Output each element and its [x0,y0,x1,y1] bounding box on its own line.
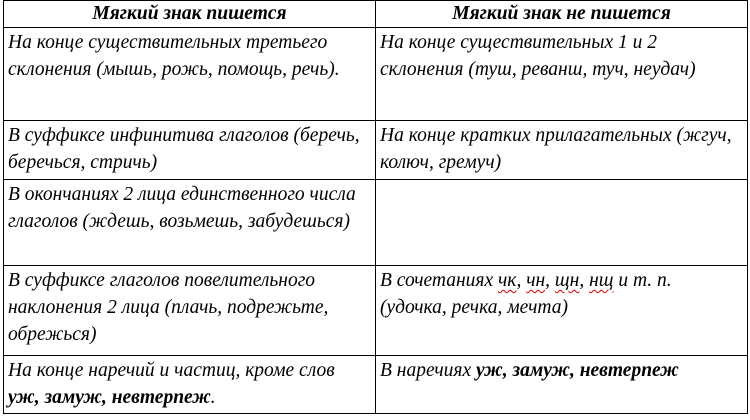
table-row [4,266,748,356]
header-writes: Мягкий знак пишется [4,1,376,28]
cell-text-prefix: В наречиях [380,360,477,381]
separator: , [579,270,590,291]
cell-left [4,356,376,414]
bold-adverbs: уж, замуж, невтерпеж [476,360,679,381]
cell-left: На конце существительных третьего склонения (мышь, рожь, помощь, речь). [4,28,376,121]
table-row [4,356,748,414]
spellcheck-word: щн [554,270,580,291]
table-header-row [4,1,748,28]
cell-text-prefix: В сочетаниях [380,270,498,291]
separator: , [516,270,527,291]
table-row [4,121,748,180]
bold-exceptions: уж, замуж, невтерпеж [8,387,211,408]
cell-right: На конце кратких прилагательных (жгуч, колюч, гремуч) [376,121,748,180]
cell-text-suffix: . [210,387,216,408]
spellcheck-word: нщ [589,270,614,291]
table-row [4,28,748,121]
spellcheck-word: чн [526,270,546,291]
soft-sign-rules-table [3,0,748,414]
separator: , [545,270,555,291]
table-row [4,180,748,266]
cell-left: В суффиксе глаголов повелительного наклонения 2 лица (плачь, подрежьте, обрежься) [4,266,376,356]
cell-text-prefix: На конце наречий и частиц, кроме слов [8,360,335,381]
cell-left: В окончаниях 2 лица единственного числа глаголов (ждешь, возьмешь, забудешься) [4,180,376,266]
cell-right [376,356,748,414]
cell-right-empty [376,180,748,266]
cell-right: На конце существительных 1 и 2 склонения (туш, реванш, туч, неудач) [376,28,748,121]
spellcheck-word: чк [498,270,517,291]
cell-right [376,266,748,356]
cell-text-suffix: и т. п. (удочка, речка, мечта) [380,270,672,318]
header-not-writes: Мягкий знак не пишется [376,1,748,28]
cell-left: В суффиксе инфинитива глаголов (беречь, беречься, стричь) [4,121,376,180]
